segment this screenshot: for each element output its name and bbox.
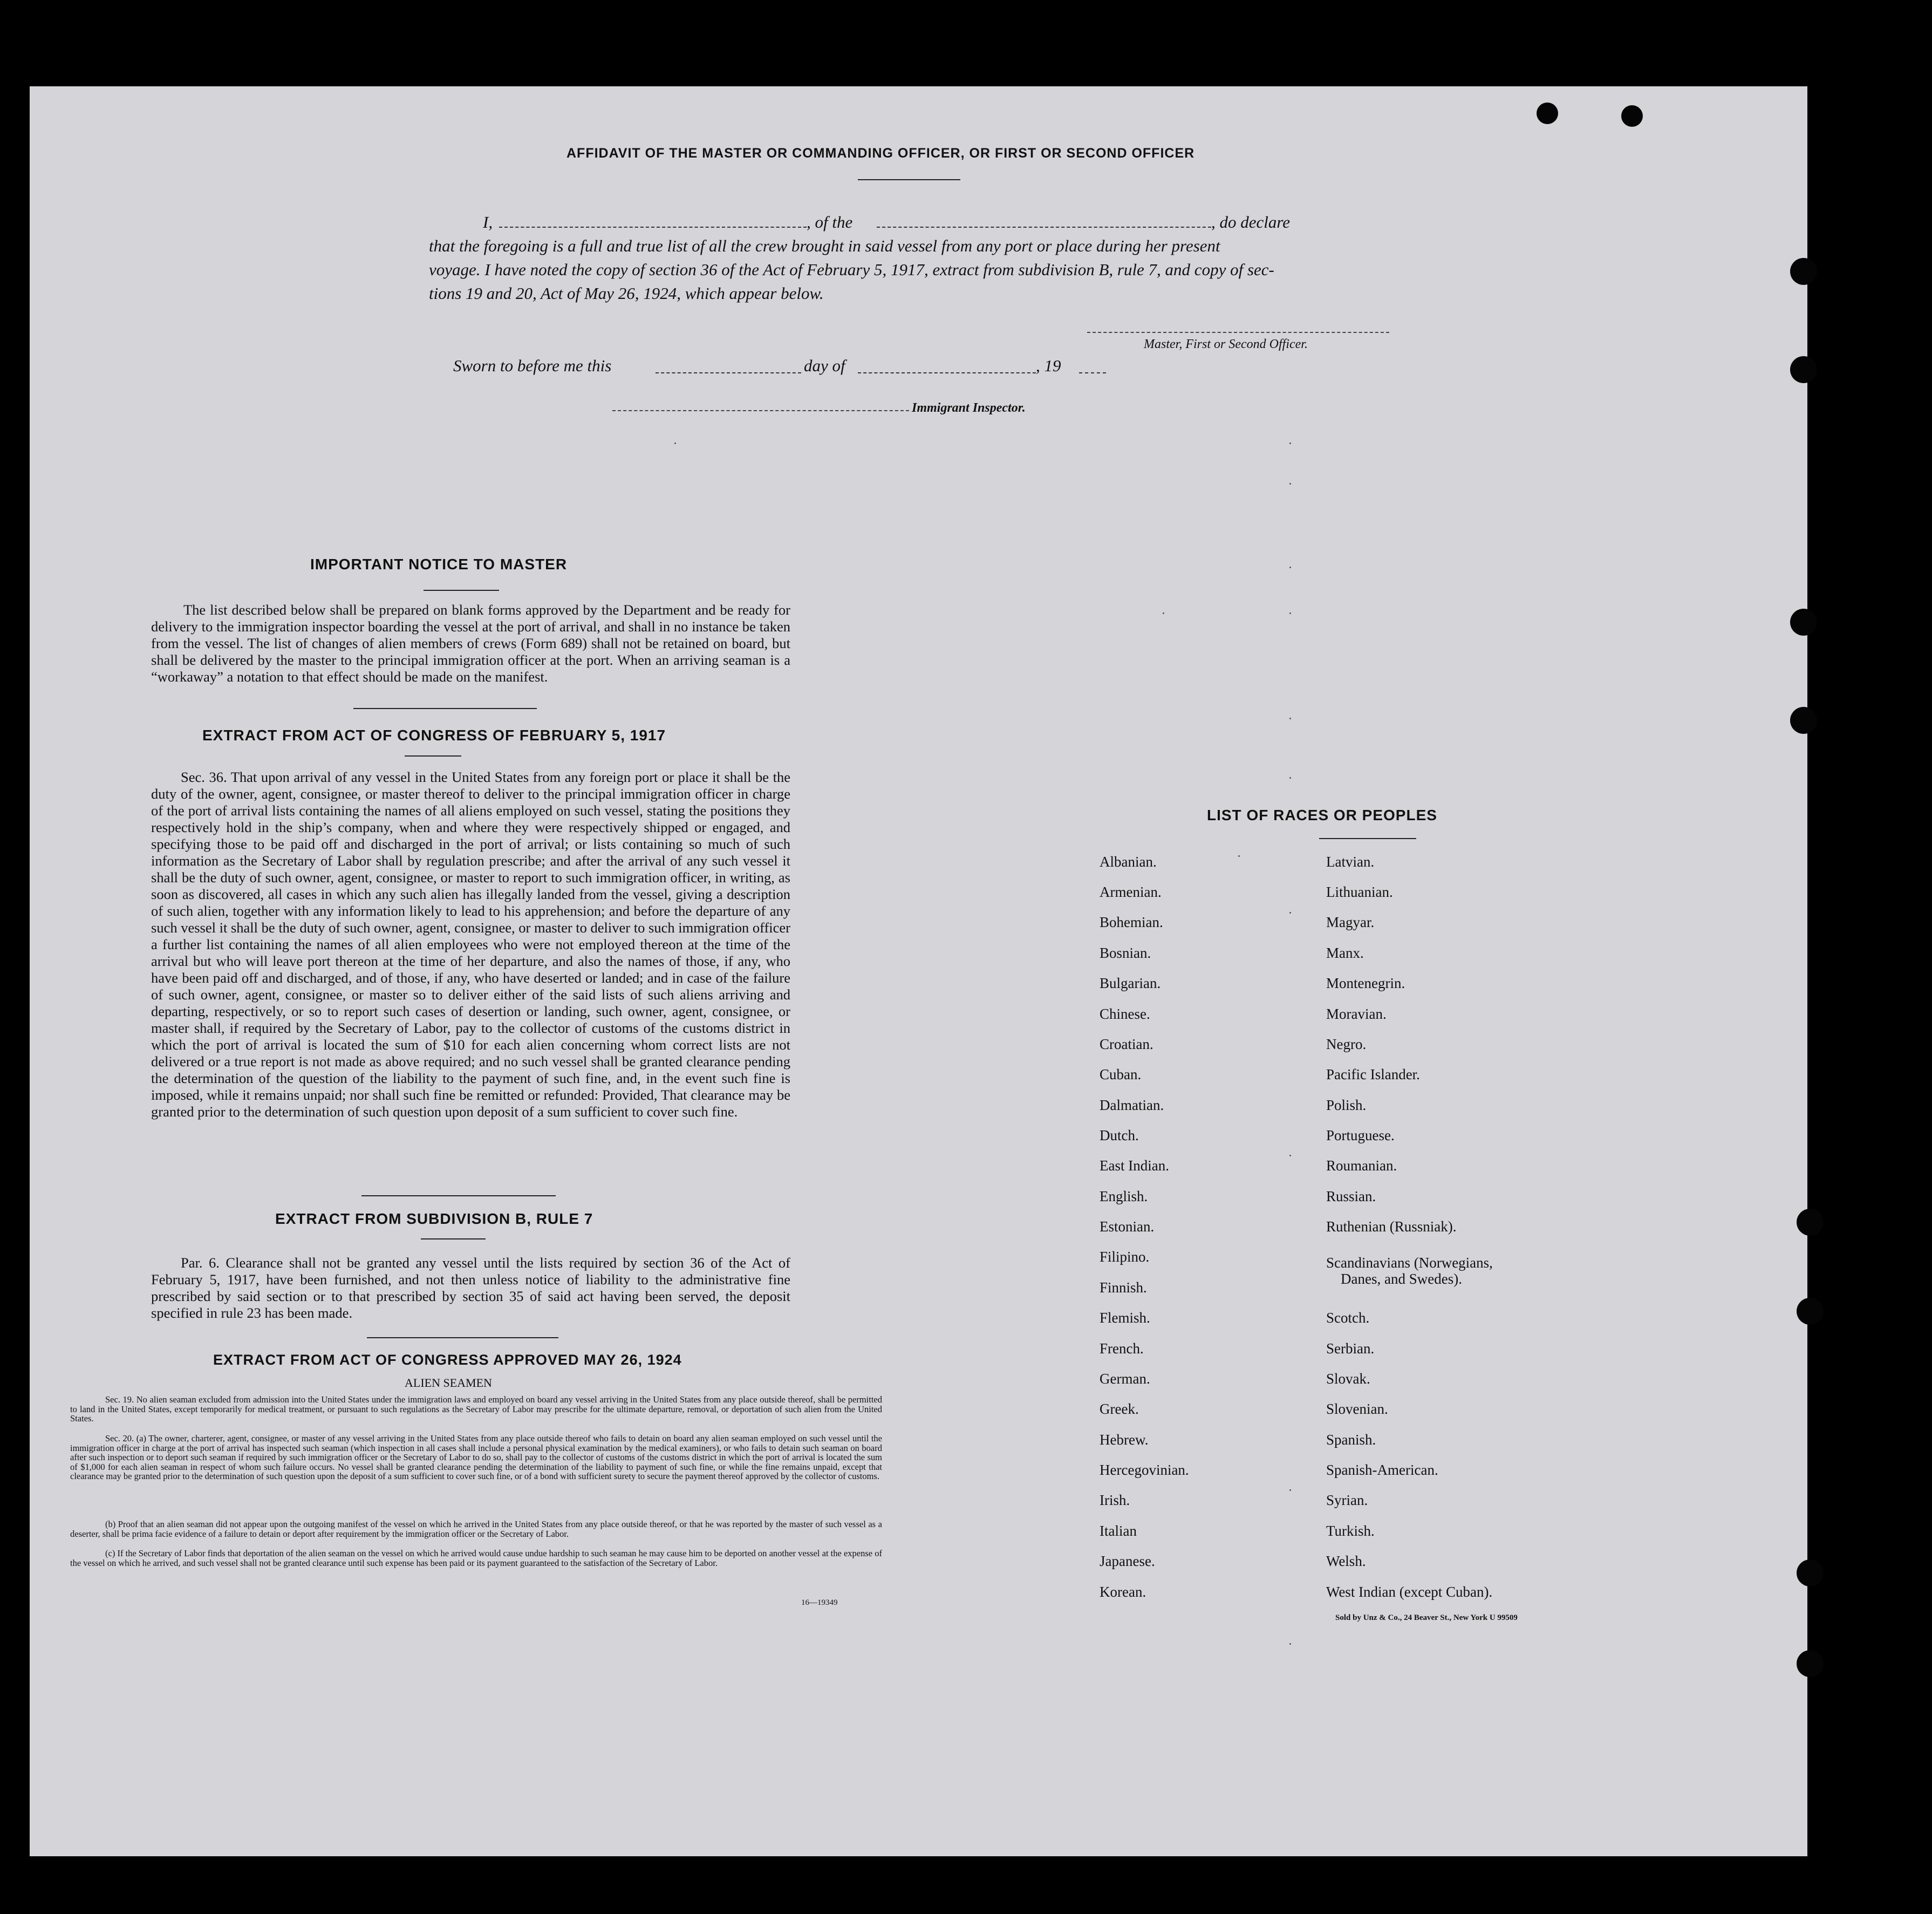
speck <box>1289 1643 1291 1645</box>
sec20b-text: (b) Proof that an alien seaman did not appear upon the outgoing manifest of the vessel on which he arrived in the United States from any place outside thereof, or that he was reported by the master of such vessel as a deserter, shall be prima facie evidence of a failure to detain or deport after requirement by the immigration officer or the Secretary of Labor. <box>70 1519 882 1539</box>
binder-hole <box>1790 609 1817 636</box>
race-item: Negro. <box>1326 1036 1367 1052</box>
binder-hole <box>1797 1298 1824 1325</box>
binder-hole <box>1537 103 1558 124</box>
race-item: Japanese. <box>1100 1553 1155 1569</box>
race-item: Welsh. <box>1326 1553 1366 1569</box>
speck <box>1289 1489 1291 1491</box>
race-item: Pacific Islander. <box>1326 1066 1420 1082</box>
race-item: Italian <box>1100 1523 1137 1539</box>
race-item: French. <box>1100 1340 1144 1357</box>
race-item: Magyar. <box>1326 914 1375 930</box>
race-item: Ruthenian (Russniak). <box>1326 1218 1457 1235</box>
race-item: Armenian. <box>1100 884 1162 900</box>
speck <box>1289 1155 1291 1156</box>
divider <box>421 1238 486 1239</box>
race-item: Korean. <box>1100 1584 1146 1600</box>
race-item: Croatian. <box>1100 1036 1153 1052</box>
sworn-text: Sworn to before me this <box>453 356 612 375</box>
affidavit-of-the: , of the <box>807 213 853 231</box>
master-signature-line <box>1087 332 1389 333</box>
race-item: Irish. <box>1100 1492 1130 1508</box>
divider <box>361 1195 556 1196</box>
blank-day <box>656 372 801 373</box>
blank-month <box>858 372 1036 373</box>
affidavit-line-3: voyage. I have noted the copy of section 36 of the Act of February 5, 1917, extract from subdivision B, rule 7, and copy of sec- <box>429 260 1274 279</box>
race-item: Slovenian. <box>1326 1401 1388 1417</box>
speck <box>1289 567 1291 568</box>
inspector-caption: Immigrant Inspector. <box>912 401 1026 415</box>
sec20a-text: Sec. 20. (a) The owner, charterer, agent, consignee, or master of any vessel arriving in the United States from any place outside thereof who fails to detain on board any alien seaman employed on such vessel until the immigration officer in charge at the port of arrival has inspected such seaman (which inspection in all cases shall include a personal physical examination by the medical examiners), or who fails to detain such seaman on board after such inspection or to deport such seaman if required by such immigration officer or the Secretary of Labor to do so, shall pay to the collector of customs of the customs district in which the port of arrival is located the sum of $1,000 for each alien seaman in respect of whom such failure occurs. No vessel shall be granted clearance pending the determination of the liability to payment of such fine, or while the fine remains unpaid, except that clearance may be granted prior to the determination of such question upon the deposit of a sum sufficient to cover such fine, or of a bond with sufficient surety to secure the payment thereof approved by the collector of customs. <box>70 1433 882 1481</box>
race-item: Flemish. <box>1100 1310 1150 1326</box>
race-item: Spanish. <box>1326 1432 1376 1448</box>
speck <box>1163 612 1164 614</box>
race-item: Latvian. <box>1326 854 1375 870</box>
notice-heading: IMPORTANT NOTICE TO MASTER <box>310 556 568 573</box>
binder-hole <box>1790 356 1817 383</box>
extract-1917-heading: EXTRACT FROM ACT OF CONGRESS OF FEBRUARY 5, 1917 <box>202 727 666 744</box>
speck <box>1289 442 1291 444</box>
race-item: Albanian. <box>1100 854 1157 870</box>
speck <box>1289 483 1291 485</box>
race-item: Dalmatian. <box>1100 1097 1164 1113</box>
binder-hole <box>1797 1209 1824 1236</box>
race-item: Manx. <box>1326 945 1364 961</box>
race-item: West Indian (except Cuban). <box>1326 1584 1493 1600</box>
race-item: Dutch. <box>1100 1127 1139 1143</box>
races-heading: LIST OF RACES OR PEOPLES <box>1207 807 1437 823</box>
race-item: Slovak. <box>1326 1371 1370 1387</box>
race-item: Scotch. <box>1326 1310 1370 1326</box>
extract-rule7-body: Par. 6. Clearance shall not be granted any vessel until the lists required by section 36 of the Act of February 5, 1917, have been furnished, and not then unless notice of liability to the administrative fine prescribed by said section or to that prescribed by section 35 of said act having been served, the deposit specified in rule 23 has been made. <box>151 1255 790 1321</box>
race-item: Bulgarian. <box>1100 975 1161 991</box>
race-item: Spanish-American. <box>1326 1462 1438 1478</box>
race-item: Montenegrin. <box>1326 975 1405 991</box>
sworn-line <box>453 356 1155 380</box>
divider <box>1319 838 1416 839</box>
speck <box>674 442 676 444</box>
race-item: Turkish. <box>1326 1523 1375 1539</box>
race-item: Cuban. <box>1100 1066 1142 1082</box>
race-item: German. <box>1100 1371 1150 1387</box>
race-item: Bohemian. <box>1100 914 1163 930</box>
blank-year <box>1079 372 1106 373</box>
day-of-text: day of <box>804 356 845 375</box>
race-item: Portuguese. <box>1326 1127 1395 1143</box>
race-item: Chinese. <box>1100 1006 1150 1022</box>
divider <box>367 1337 558 1338</box>
affidavit-declare: , do declare <box>1211 213 1291 231</box>
divider <box>424 590 499 591</box>
race-item: Filipino. <box>1100 1249 1150 1265</box>
race-item: Hercegovinian. <box>1100 1462 1189 1478</box>
form-number: 16—19349 <box>801 1598 838 1607</box>
blank-vessel <box>877 227 1211 228</box>
inspector-signature-line <box>612 410 909 411</box>
speck <box>1289 912 1291 914</box>
affidavit-line-4: tions 19 and 20, Act of May 26, 1924, which appear below. <box>429 284 824 303</box>
extract-1924-heading: EXTRACT FROM ACT OF CONGRESS APPROVED MAY 26, 1924 <box>213 1352 682 1368</box>
race-item: East Indian. <box>1100 1157 1169 1174</box>
race-item: Estonian. <box>1100 1218 1155 1235</box>
race-item: Bosnian. <box>1100 945 1151 961</box>
binder-hole <box>1621 105 1643 127</box>
speck <box>1289 718 1291 719</box>
affidavit-line-2: that the foregoing is a full and true list of all the crew brought in said vessel from any port or place during her present <box>429 236 1220 255</box>
speck <box>1289 777 1291 779</box>
race-item: Roumanian. <box>1326 1157 1397 1174</box>
race-item: English. <box>1100 1188 1148 1204</box>
alien-seamen-subheading: ALIEN SEAMEN <box>405 1376 492 1389</box>
divider <box>405 755 461 757</box>
race-item: Scandinavians (Norwegians, <box>1326 1255 1493 1271</box>
notice-body: The list described below shall be prepared on blank forms approved by the Department and be ready for delivery to the immigration inspector boarding the vessel at the port of arrival, and shall in no instance be taken from the vessel. The list of changes of alien members of crews (Form 689) shall not be retained on board, but shall be delivered by the master to the principal immigration officer at the port. When an arriving seaman is a “workaway” a notation to that effect should be made on the manifest. <box>151 602 790 685</box>
race-item: Greek. <box>1100 1401 1139 1417</box>
speck <box>1238 855 1240 857</box>
binder-hole <box>1797 1650 1824 1677</box>
race-item: Lithuanian. <box>1326 884 1393 900</box>
extract-rule7-heading: EXTRACT FROM SUBDIVISION B, RULE 7 <box>275 1210 593 1227</box>
race-item: Polish. <box>1326 1097 1367 1113</box>
sec19-text: Sec. 19. No alien seaman excluded from admission into the United States under the immigration laws and employed on board any vessel arriving in the United States from any place outside thereof, shall be permitted to land in the United States, except temporarily for medical treatment, or pursuant to such regulations as the Secretary of Labor may prescribe for the ultimate departure, removal, or deportation of such alien from the United States. <box>70 1394 882 1423</box>
race-item: Russian. <box>1326 1188 1376 1204</box>
binder-hole <box>1790 258 1817 285</box>
race-item: Serbian. <box>1326 1340 1375 1357</box>
year-text: , 19 <box>1036 356 1061 375</box>
document-page <box>30 86 1807 1856</box>
binder-hole <box>1797 1559 1824 1586</box>
affidavit-heading: AFFIDAVIT OF THE MASTER OR COMMANDING OFFICER, OR FIRST OR SECOND OFFICER <box>566 146 1195 161</box>
affidavit-i: I, <box>483 213 493 231</box>
sec20c-text: (c) If the Secretary of Labor finds that deportation of the alien seaman on the vessel on which he arrived would cause undue hardship to such seaman he may cause him to be deported on another vessel at the expense of the vessel on which he arrived, and such vessel shall not be granted clearance until such expense has been paid or its payment guaranteed to the satisfaction of the Secretary of Labor. <box>70 1548 882 1568</box>
extract-1917-body: Sec. 36. That upon arrival of any vessel in the United States from any foreign port or place it shall be the duty of the owner, agent, consignee, or master thereof to deliver to the principal immigration officer in charge of the port of arrival lists containing the names of all aliens employed on such vessel, stating the positions they respectively hold in the ship’s company, when and where they were respectively shipped or engaged, and specifying those to be paid off and discharged in the port of arrival; or lists containing so much of such information as the Secretary of Labor shall by regulation prescribe; and after the arrival of any such vessel it shall be the duty of such owner, agent, consignee, or master to report to such immigration officer, in writing, as soon as discovered, all cases in which any such alien has illegally landed from the vessel, giving a description of such alien, together with any information likely to lead to his apprehension; and before the departure of any such vessel it shall be the duty of such owner, agent, consignee, or master to deliver to such immigration officer a further list containing the names of all alien employees who were not employed thereon at the time of the arrival but who will leave port thereon at the time of her departure, and also the names of those, if any, who have been paid off and discharged, and of those, if any, who have deserted or landed; and in case of the failure of such owner, agent, consignee, or master so to deliver either of the said lists of such aliens arriving and departing, respectively, or so to report such cases of desertion or landing, such owner, agent, consignee, or master shall, if required by the Secretary of Labor, pay to the collector of customs of the customs district in which the port of arrival is located the sum of $10 for each alien concerning whom correct lists are not delivered or a true report is not made as above required; and no such vessel shall be granted clearance pending the determination of the question of the liability to the payment of such fine, and, in the event such fine is imposed, while it remains unpaid; nor shall such fine be remitted or refunded: Provided, That clearance may be granted prior to the determination of such question upon deposit of a sum sufficient to cover such fine. <box>151 769 790 1120</box>
speck <box>1289 612 1291 614</box>
race-item: Moravian. <box>1326 1006 1387 1022</box>
race-item: Finnish. <box>1100 1279 1147 1296</box>
binder-hole <box>1790 707 1817 734</box>
blank-name <box>499 227 807 228</box>
race-item: Syrian. <box>1326 1492 1368 1508</box>
race-item: Hebrew. <box>1100 1432 1149 1448</box>
printer-imprint: Sold by Unz & Co., 24 Beaver St., New York U 99509 <box>1335 1613 1518 1622</box>
divider <box>858 179 960 180</box>
divider <box>353 708 537 709</box>
race-item: Danes, and Swedes). <box>1341 1271 1462 1287</box>
master-signature-caption: Master, First or Second Officer. <box>1144 337 1308 351</box>
